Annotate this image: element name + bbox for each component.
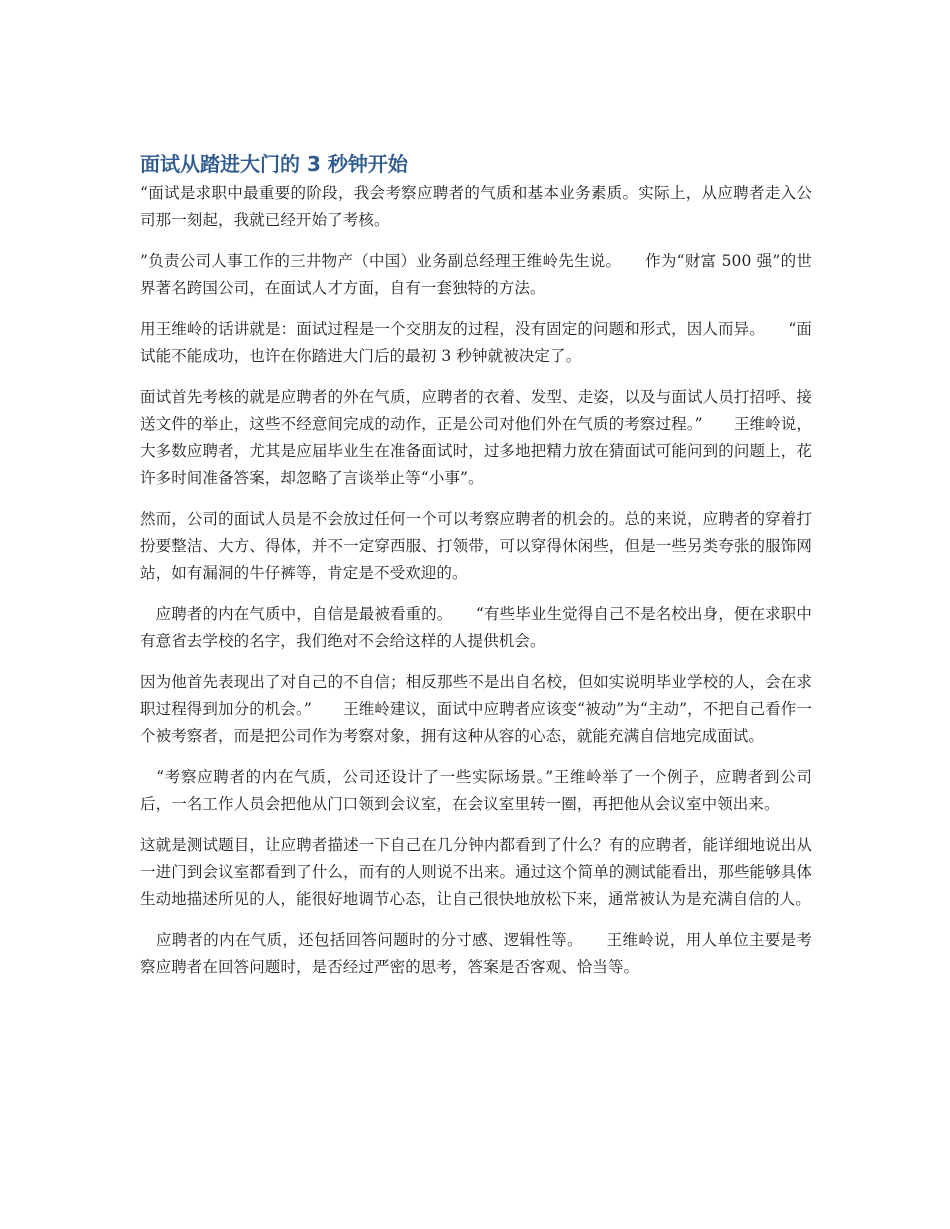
paragraph: 这就是测试题目，让应聘者描述一下自己在几分钟内都看到了什么？有的应聘者，能详细地说出从一进门到会议室都看到了什么，而有的人则说不出来。通过这个简单的测试能看出，那些能够具体生动地描述所见的人，能很好地调节心态，让自己很快地放松下来，通常被认为是充满自信的人。 [140,836,812,908]
paragraph: “考察应聘者的内在气质，公司还设计了一些实际场景。”王维岭举了一个例子，应聘者到公司后，一名工作人员会把他从门口领到会议室，在会议室里转一圈，再把他从会议室中领出来。 [140,768,812,813]
paragraph: 用王维岭的话讲就是：面试过程是一个交朋友的过程，没有固定的问题和形式，因人而异。 “面试能不能成功，也许在你踏进大门后的最初 3 秒钟就被决定了。 [140,320,812,365]
document-page [140,150,812,995]
paragraph: 因为他首先表现出了对自己的不自信；相反那些不是出自名校，但如实说明毕业学校的人，会在求职过程得到加分的机会。” 王维岭建议，面试中应聘者应该变“被动”为“主动”，不把自己看作一个被考察者，而是把公司作为考察对象，拥有这种从容的心态，就能充满自信地完成面试。 [140,673,812,745]
paragraph: 面试首先考核的就是应聘者的外在气质，应聘者的衣着、发型、走姿，以及与面试人员打招呼、接送文件的举止，这些不经意间完成的动作，正是公司对他们外在气质的考察过程。” 王维岭说，大多数应聘者，尤其是应届毕业生在准备面试时，过多地把精力放在猜面试可能问到的问题上，花许多时间准备答案，却忽略了言谈举止等“小事”。 [140,388,812,487]
paragraph: 然而，公司的面试人员是不会放过任何一个可以考察应聘者的机会的。总的来说，应聘者的穿着打扮要整洁、大方、得体，并不一定穿西服、打领带，可以穿得休闲些，但是一些另类夸张的服饰网站，如有漏洞的牛仔裤等，肯定是不受欢迎的。 [140,510,812,582]
document-title: 面试从踏进大门的 3 秒钟开始 [140,152,408,176]
paragraph: ”负责公司人事工作的三井物产（中国）业务副总经理王维岭先生说。 作为“财富 500 强”的世界著名跨国公司，在面试人才方面，自有一套独特的方法。 [140,252,812,297]
paragraph: “面试是求职中最重要的阶段，我会考察应聘者的气质和基本业务素质。实际上，从应聘者走入公司那一刻起，我就已经开始了考核。 [140,184,812,229]
paragraph: 应聘者的内在气质中，自信是最被看重的。 “有些毕业生觉得自己不是名校出身，便在求职中有意省去学校的名字，我们绝对不会给这样的人提供机会。 [140,605,812,650]
paragraph: 应聘者的内在气质，还包括回答问题时的分寸感、逻辑性等。 王维岭说，用人单位主要是考察应聘者在回答问题时，是否经过严密的思考，答案是否客观、恰当等。 [140,931,812,976]
